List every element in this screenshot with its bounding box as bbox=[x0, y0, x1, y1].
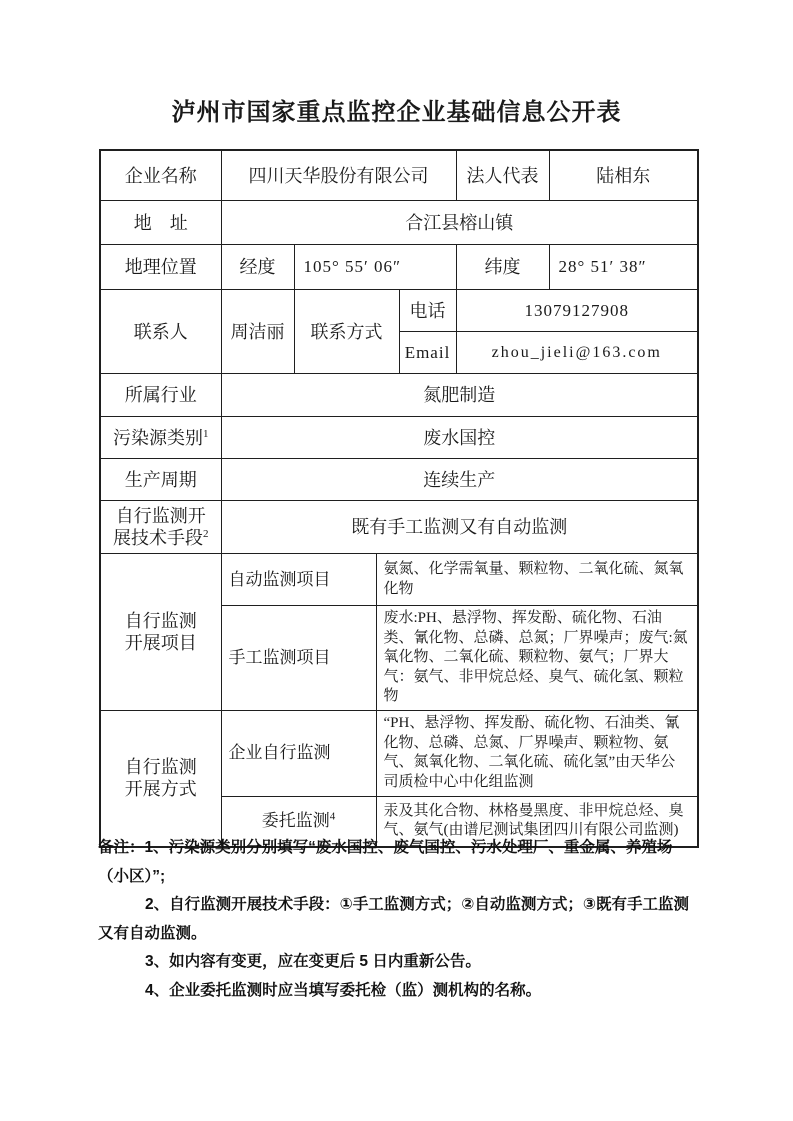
industry-label: 所属行业 bbox=[100, 374, 221, 417]
address-label: 地 址 bbox=[100, 201, 221, 245]
note-item-2: 2、自行监测开展技术手段：①手工监测方式；②自动监测方式；③既有手工监测又有自动监测。 bbox=[98, 896, 689, 942]
table-row bbox=[100, 201, 698, 245]
phone-label: 电话 bbox=[399, 290, 456, 332]
address-value: 合江县榕山镇 bbox=[221, 201, 698, 245]
pollution-type-footnote-marker: 1 bbox=[203, 427, 209, 440]
longitude-label: 经度 bbox=[221, 245, 294, 290]
tech-method-value: 既有手工监测又有自动监测 bbox=[221, 501, 698, 554]
table-row bbox=[100, 501, 698, 554]
production-cycle-value: 连续生产 bbox=[221, 459, 698, 501]
monitoring-mode-label: 自行监测开展方式 bbox=[100, 710, 221, 847]
industry-value: 氮肥制造 bbox=[221, 374, 698, 417]
self-monitoring-value: “PH、悬浮物、挥发酚、硫化物、石油类、氰化物、总磷、总氮、厂界噪声、颗粒物、氨气、氮氧化物、二氧化硫、硫化氢”由天华公司质检中心中化组监测 bbox=[376, 710, 698, 796]
self-monitoring-label: 企业自行监测 bbox=[221, 710, 376, 796]
contact-method-label: 联系方式 bbox=[294, 290, 399, 374]
table-row bbox=[100, 459, 698, 501]
commission-footnote-marker: 4 bbox=[329, 810, 336, 823]
pollution-type-label bbox=[100, 417, 221, 459]
enterprise-info-table bbox=[99, 149, 699, 848]
commission-label-text: 委托监测 bbox=[261, 811, 330, 830]
manual-items-value: 废水:PH、悬浮物、挥发酚、硫化物、石油类、氰化物、总磷、总氮；厂界噪声；废气:氮氧化物、二氧化硫、颗粒物、氨气；厂界大气：氨气、非甲烷总烃、臭气、硫化氢、颗粒物 bbox=[376, 606, 698, 711]
pollution-type-value: 废水国控 bbox=[221, 417, 698, 459]
page-title: 泸州市国家重点监控企业基础信息公开表 bbox=[171, 100, 622, 126]
company-name-label: 企业名称 bbox=[100, 150, 221, 201]
table-row bbox=[100, 245, 698, 290]
contact-label: 联系人 bbox=[100, 290, 221, 374]
latitude-label: 纬度 bbox=[456, 245, 549, 290]
notes-section bbox=[98, 834, 700, 1005]
email-value: zhou_jieli@163.com bbox=[456, 332, 698, 374]
note-item-3: 3、如内容有变更，应在变更后 5 日内重新公告。 bbox=[145, 953, 481, 970]
company-name-value: 四川天华股份有限公司 bbox=[221, 150, 456, 201]
table-row bbox=[100, 150, 698, 201]
production-cycle-label: 生产周期 bbox=[100, 459, 221, 501]
table-row bbox=[100, 554, 698, 606]
commission-monitoring-value: 汞及其化合物、林格曼黑度、非甲烷总烃、臭气、氨气(由谱尼测试集团四川有限公司监测) bbox=[376, 796, 698, 847]
note-item-4: 4、企业委托监测时应当填写委托检（监）测机构的名称。 bbox=[145, 981, 542, 999]
tech-method-label-text: 自行监测开展技术手段 bbox=[113, 506, 206, 548]
table-row bbox=[100, 710, 698, 796]
auto-items-value: 氨氮、化学需氧量、颗粒物、二氧化硫、氮氧化物 bbox=[376, 554, 698, 606]
pollution-type-label-text: 污染源类别 bbox=[113, 427, 203, 448]
longitude-value: 105° 55′ 06″ bbox=[294, 245, 456, 290]
geo-location-label: 地理位置 bbox=[100, 245, 221, 290]
table-row bbox=[100, 290, 698, 332]
contact-name-value: 周洁丽 bbox=[221, 290, 294, 374]
table-row bbox=[100, 374, 698, 417]
tech-method-footnote-marker: 2 bbox=[203, 528, 209, 540]
latitude-value: 28° 51′ 38″ bbox=[549, 245, 698, 290]
table-row bbox=[100, 417, 698, 459]
phone-value: 13079127908 bbox=[456, 290, 698, 332]
auto-items-label: 自动监测项目 bbox=[221, 554, 376, 606]
email-label: Email bbox=[399, 332, 456, 374]
monitoring-items-label: 自行监测开展项目 bbox=[100, 554, 221, 711]
note-item-1: 备注：1、污染源类别分别填写“废水国控、废气国控、污水处理厂、重金属、养殖场（小区）”; bbox=[98, 839, 673, 885]
legal-rep-label: 法人代表 bbox=[456, 150, 549, 201]
manual-items-label: 手工监测项目 bbox=[221, 606, 376, 711]
legal-rep-value: 陆相东 bbox=[549, 150, 698, 201]
tech-method-label bbox=[100, 501, 221, 554]
